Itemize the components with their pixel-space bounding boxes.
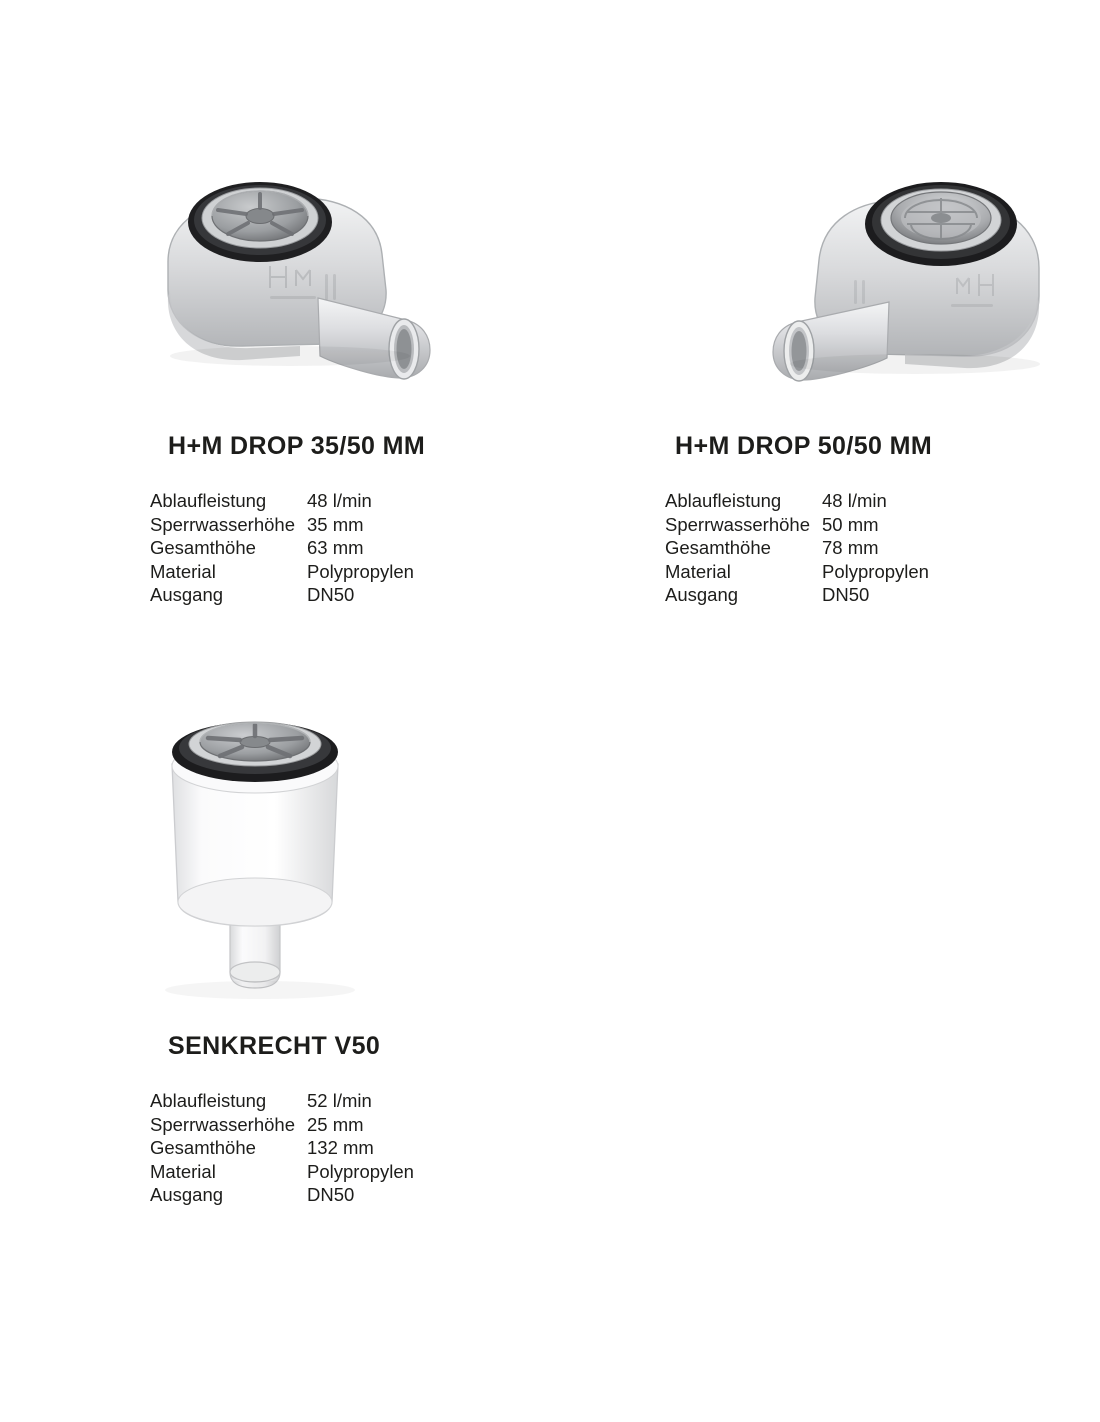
spec-row [665,536,929,560]
product-title: H+M DROP 35/50 MM [168,432,426,460]
product-image-hm-drop-35-50 [150,150,550,420]
spec-value: 25 mm [307,1113,364,1135]
shower-drain-vertical-white-icon [150,690,550,1020]
product-image-senkrecht-v50 [150,690,550,1020]
spec-label: Material [665,560,731,582]
spec-label: Gesamthöhe [665,537,771,558]
product-title: SENKRECHT V50 [168,1032,381,1060]
spec-value: 35 mm [307,513,364,535]
spec-value: 48 l/min [307,490,372,511]
spec-label: Ausgang [665,584,739,605]
spec-row [665,489,929,513]
product-image-hm-drop-50-50 [665,150,1065,420]
spec-value: DN50 [307,584,355,605]
spec-row [665,560,929,584]
spec-label: Sperrwasserhöhe [150,513,295,535]
spec-value: Polypropylen [822,560,929,582]
spec-table [150,489,414,607]
spec-table [150,1089,414,1207]
spec-row [150,1113,414,1137]
spec-value: 132 mm [307,1137,374,1158]
spec-label: Gesamthöhe [150,1137,256,1158]
spec-label: Sperrwasserhöhe [665,513,810,535]
spec-row [150,1160,414,1184]
spec-value: Polypropylen [307,1160,414,1182]
spec-row [150,560,414,584]
spec-label: Material [150,560,216,582]
product-card-senkrecht-v50 [150,690,550,1207]
product-card-hm-drop-35-50 [150,150,550,607]
product-title: H+M DROP 50/50 MM [675,432,933,460]
spec-table [665,489,929,607]
shower-drain-horizontal-grey-mirrored-icon [665,150,1065,420]
spec-label: Sperrwasserhöhe [150,1113,295,1135]
spec-row [150,1089,414,1113]
spec-value: DN50 [307,1184,355,1205]
spec-row [665,513,929,537]
spec-row [150,1183,414,1207]
spec-row [665,583,929,607]
spec-label: Ausgang [150,584,224,605]
spec-label: Ablaufleistung [150,1090,267,1111]
spec-row [150,1136,414,1160]
spec-row [150,489,414,513]
spec-label: Ablaufleistung [665,490,782,511]
spec-value: 63 mm [307,537,364,558]
spec-label: Gesamthöhe [150,537,256,558]
spec-value: 48 l/min [822,490,887,511]
spec-row [150,513,414,537]
spec-value: Polypropylen [307,560,414,582]
spec-value: DN50 [822,584,870,605]
spec-value: 50 mm [822,513,879,535]
shower-drain-horizontal-grey-icon [150,150,550,420]
spec-label: Ausgang [150,1184,224,1205]
spec-value: 78 mm [822,537,879,558]
spec-row [150,583,414,607]
spec-value: 52 l/min [307,1090,372,1111]
spec-label: Ablaufleistung [150,490,267,511]
spec-label: Material [150,1160,216,1182]
product-card-hm-drop-50-50 [665,150,1065,607]
spec-row [150,536,414,560]
